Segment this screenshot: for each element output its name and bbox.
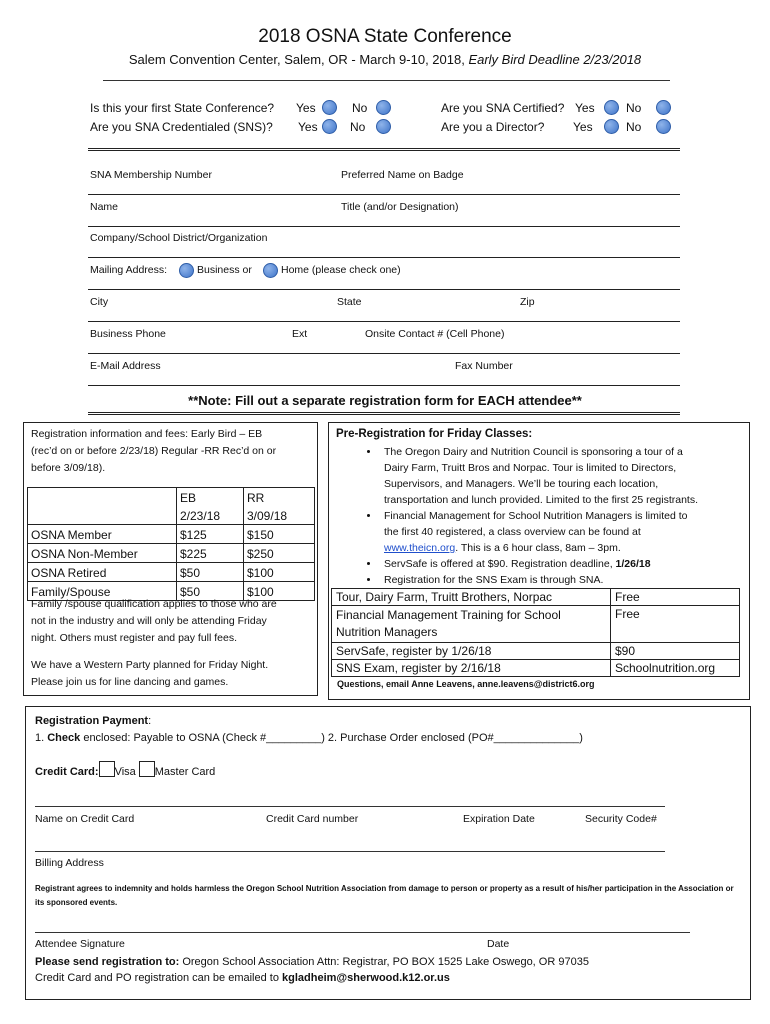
name-on-card-label: Name on Credit Card: [35, 813, 135, 825]
fees-cell: $100: [244, 582, 315, 601]
fees-cell: $100: [244, 563, 315, 582]
page-title: 2018 OSNA State Conference: [258, 26, 512, 47]
check-po-line: [35, 732, 583, 744]
classes-table: [331, 588, 740, 677]
billing-line[interactable]: [35, 851, 665, 852]
servsafe-deadline: 1/26/18: [615, 558, 651, 570]
fees-table: [27, 487, 315, 601]
check-rest: enclosed: Payable to OSNA (Check #_________) 2. Purchase Order enclosed (PO#______________): [80, 732, 583, 744]
send-registration-address: Oregon School Association Attn: Registrar, PO BOX 1525 Lake Oswego, OR 97035: [179, 956, 589, 968]
classes-row: [332, 643, 740, 660]
preferred-name-label: Preferred Name on Badge: [341, 169, 464, 181]
bullet-financial: [380, 508, 770, 556]
bullet-tour: [380, 444, 770, 508]
first-conference-no-label: No: [352, 101, 368, 115]
first-conference-yes-radio[interactable]: [322, 100, 337, 118]
email-registration-line: [35, 972, 450, 984]
class-name: Financial Management Training for School Nutrition Managers: [332, 606, 611, 643]
ext-label: Ext: [292, 328, 308, 340]
party-note: [31, 657, 268, 691]
subtitle-main: Salem Convention Center, Salem, OR - March 9-10, 2018,: [128, 52, 469, 67]
classes-row: [332, 606, 740, 643]
mastercard-checkbox[interactable]: [139, 761, 155, 777]
director-yes-label: Yes: [573, 120, 593, 134]
fax-label: Fax Number: [455, 360, 513, 372]
credentialed-no-label: No: [350, 120, 366, 134]
send-registration-bold: Please send registration to:: [35, 956, 180, 968]
field-rule[interactable]: [88, 353, 680, 354]
indemnity-statement: Registrant agrees to indemnity and holds harmless the Oregon School Nutrition Association from damage to person or property as a result of his/her participation in the Association or its sponsored events.: [35, 884, 734, 907]
family-note-line: not in the industry and will only be attending Friday: [31, 615, 267, 627]
classes-row: [332, 660, 740, 677]
payment-heading: [35, 715, 151, 727]
fees-cell: $125: [177, 525, 244, 544]
page-subtitle: [0, 52, 770, 67]
membership-number-label: SNA Membership Number: [90, 169, 212, 181]
mastercard-label: Master Card: [154, 766, 216, 778]
fees-intro: [31, 426, 276, 477]
payment-heading-text: Registration Payment: [35, 715, 149, 727]
zip-label: Zip: [520, 296, 535, 308]
business-address-radio[interactable]: [179, 263, 194, 281]
fees-cell: $150: [244, 525, 315, 544]
fees-cell: $50: [177, 563, 244, 582]
payment-heading-colon: :: [148, 715, 152, 727]
classes-row: [332, 589, 740, 606]
fees-header-cell: 3/09/18: [244, 506, 315, 525]
fees-header-row: [28, 488, 315, 507]
mailing-address-label: Mailing Address:: [90, 264, 168, 276]
class-fee: Free: [611, 606, 740, 643]
fees-cell: $225: [177, 544, 244, 563]
party-note-line: We have a Western Party planned for Friday Night.: [31, 659, 269, 671]
city-label: City: [90, 296, 109, 308]
certified-no-label: No: [626, 101, 642, 115]
email-registration-text: Credit Card and PO registration can be emailed to: [35, 972, 283, 984]
company-label: Company/School District/Organization: [90, 232, 268, 244]
class-name: ServSafe, register by 1/26/18: [332, 643, 611, 660]
field-rule[interactable]: [88, 289, 680, 290]
family-note-line: night. Others must register and pay full fees.: [31, 632, 238, 644]
fees-row: [28, 525, 315, 544]
check-prefix: 1.: [35, 732, 48, 744]
divider: [103, 80, 670, 81]
fees-header-row: [28, 506, 315, 525]
visa-label: Visa: [114, 766, 136, 778]
subtitle-deadline: Early Bird Deadline 2/23/2018: [468, 52, 642, 67]
question-certified: Are you SNA Certified?: [441, 101, 565, 115]
date-label: Date: [487, 938, 510, 950]
director-no-radio[interactable]: [656, 119, 671, 137]
bullet-line: [384, 540, 770, 556]
class-fee: $90: [611, 643, 740, 660]
fees-cell: OSNA Member: [28, 525, 177, 544]
director-no-label: No: [626, 120, 642, 134]
bullet-tail: . This is a 6 hour class, 8am – 3pm.: [455, 542, 621, 554]
check-bold: Check: [47, 732, 81, 744]
credentialed-yes-radio[interactable]: [322, 119, 337, 137]
preregistration-heading: Pre-Registration for Friday Classes:: [336, 428, 533, 440]
question-director: Are you a Director?: [441, 120, 545, 134]
expiration-label: Expiration Date: [463, 813, 535, 825]
first-conference-no-radio[interactable]: [376, 100, 391, 118]
title-label: Title (and/or Designation): [341, 201, 459, 213]
home-address-radio[interactable]: [263, 263, 278, 281]
bullet-line: Dairy Farm, Truitt Bros and Norpac. Tour is limited to Directors,: [384, 462, 677, 474]
credentialed-yes-label: Yes: [298, 120, 318, 134]
section-divider: [88, 148, 680, 153]
question-credentialed: Are you SNA Credentialed (SNS)?: [90, 120, 273, 134]
credentialed-no-radio[interactable]: [376, 119, 391, 137]
question-first-conference: Is this your first State Conference?: [90, 101, 275, 115]
fees-cell: Family/Spouse: [28, 582, 177, 601]
signature-line[interactable]: [35, 932, 690, 933]
business-phone-label: Business Phone: [90, 328, 166, 340]
fees-cell: OSNA Non-Member: [28, 544, 177, 563]
fees-row: [28, 544, 315, 563]
family-note: [31, 596, 277, 647]
bullet-line: transportation and lunch provided. Limited to the first 25 registrants.: [384, 494, 699, 506]
fees-header-cell: EB: [177, 488, 244, 507]
business-or-label: Business or: [197, 264, 252, 276]
send-registration-line: [35, 956, 589, 968]
preregistration-list: [334, 444, 770, 588]
certified-no-radio[interactable]: [656, 100, 671, 118]
visa-checkbox[interactable]: [99, 761, 115, 777]
registrar-email[interactable]: kgladheim@sherwood.k12.or.us: [282, 972, 450, 984]
fees-intro-line: Registration information and fees: Early Bird – EB: [31, 428, 263, 440]
home-label: Home (please check one): [281, 264, 401, 276]
fees-header-cell: RR: [244, 488, 315, 507]
certified-yes-label: Yes: [575, 101, 595, 115]
director-yes-radio[interactable]: [604, 119, 619, 137]
section-divider: [88, 412, 680, 417]
email-label: E-Mail Address: [90, 360, 161, 372]
fees-cell: OSNA Retired: [28, 563, 177, 582]
bullet-sns: • Registration for the SNS Exam is through SNA.: [380, 572, 770, 588]
class-fee: Free: [611, 589, 740, 606]
bullet-line: Supervisors, and Managers. We’ll be touring each location,: [384, 478, 659, 490]
first-conference-yes-label: Yes: [296, 101, 316, 115]
fees-header-cell: [28, 488, 177, 507]
credit-card-label: Credit Card:: [35, 766, 99, 778]
field-rule[interactable]: [88, 385, 680, 386]
card-info-line[interactable]: [35, 806, 665, 807]
field-rule[interactable]: [88, 257, 680, 258]
fees-intro-line: before 3/09/18).: [31, 462, 106, 474]
onsite-contact-label: Onsite Contact # (Cell Phone): [365, 328, 505, 340]
bullet-line: the first 40 registered, a class overview can be found at: [384, 526, 641, 538]
field-rule[interactable]: [88, 321, 680, 322]
questions-contact: Questions, email Anne Leavens, anne.leavens@district6.org: [337, 679, 595, 689]
fees-cell: $250: [244, 544, 315, 563]
bullet-line: • Financial Management for School Nutrition Managers is limited to: [384, 510, 688, 522]
state-label: State: [337, 296, 362, 308]
family-note-line: Family /spouse qualification applies to those who are: [31, 598, 277, 610]
billing-address-label: Billing Address: [35, 857, 104, 869]
field-rule[interactable]: [88, 194, 680, 195]
certified-yes-radio[interactable]: [604, 100, 619, 118]
fees-cell: $50: [177, 582, 244, 601]
bullet-line: • The Oregon Dairy and Nutrition Council is sponsoring a tour of a: [384, 446, 683, 458]
class-name: Tour, Dairy Farm, Truitt Brothers, Norpac: [332, 589, 611, 606]
fees-row: [28, 563, 315, 582]
card-number-label: Credit Card number: [266, 813, 359, 825]
theicn-link[interactable]: www.theicn.org: [384, 542, 456, 554]
name-label: Name: [90, 201, 119, 213]
security-code-label: Security Code#: [585, 813, 657, 825]
field-rule[interactable]: [88, 226, 680, 227]
credit-card-line: [35, 761, 215, 778]
fees-header-cell: [28, 506, 177, 525]
class-name: SNS Exam, register by 2/16/18: [332, 660, 611, 677]
class-fee: Schoolnutrition.org: [611, 660, 740, 677]
fees-intro-line: (rec’d on or before 2/23/18) Regular -RR Rec’d on or: [31, 445, 277, 457]
note-separate-form: **Note: Fill out a separate registration form for EACH attendee**: [188, 393, 582, 408]
bullet-servsafe: [380, 556, 770, 572]
signature-label: Attendee Signature: [35, 938, 125, 950]
fees-header-cell: 2/23/18: [177, 506, 244, 525]
bullet-text: ServSafe is offered at $90. Registration deadline,: [384, 558, 616, 570]
party-note-line: Please join us for line dancing and games.: [31, 676, 229, 688]
